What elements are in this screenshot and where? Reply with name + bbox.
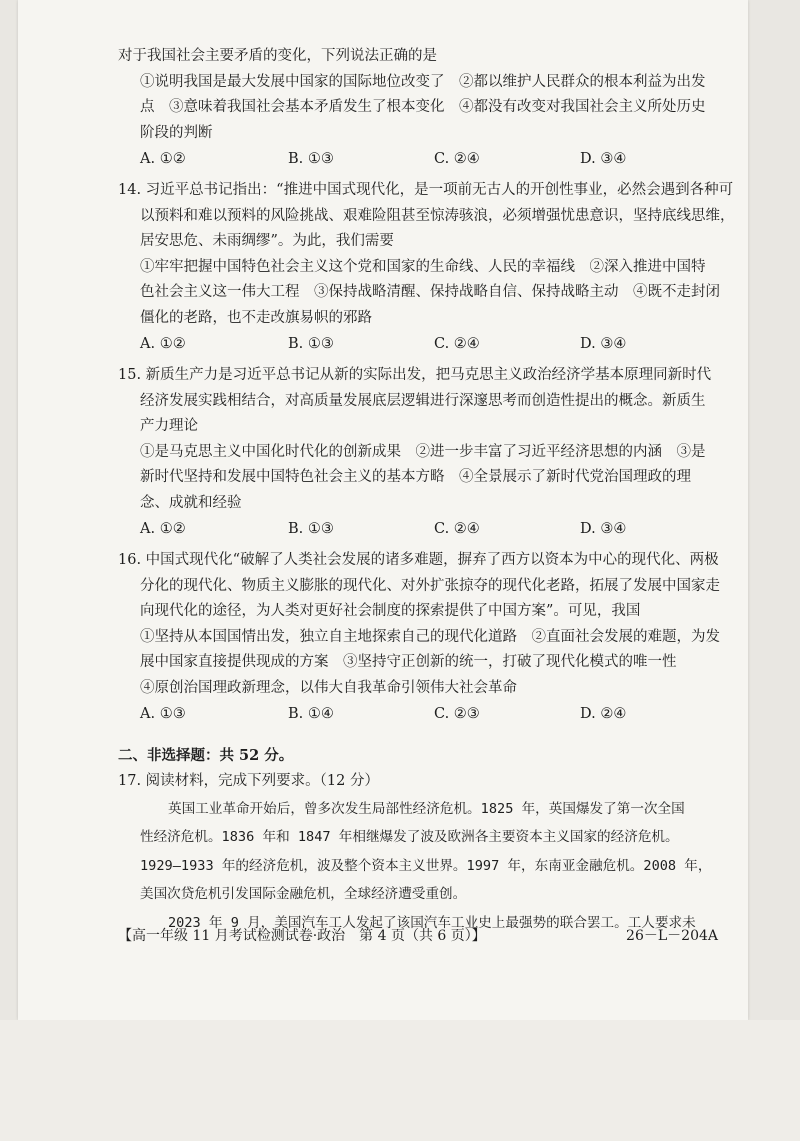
choice-d: D. ③④ (580, 521, 627, 537)
choice-d: D. ③④ (580, 151, 627, 167)
choice-c: C. ②④ (434, 336, 480, 352)
option-line: ①牢牢把握中国特色社会主义这个党和国家的生命线、人民的幸福线 ②深入推进中国特 (140, 258, 706, 275)
material-line: 1929—1933 年的经济危机，波及整个资本主义世界。1997 年，东南亚金融危机。2008 年， (140, 857, 712, 874)
choice-b: B. ①③ (288, 336, 334, 352)
page-background (0, 1020, 800, 1141)
choice-b: B. ①③ (288, 521, 334, 537)
choice-d: D. ②④ (580, 706, 627, 722)
section-heading: 二、非选择题：共 52 分。 (118, 747, 294, 764)
choice-a: A. ①② (140, 151, 186, 167)
answer-choices (118, 516, 728, 542)
material-line: 性经济危机。1836 年和 1847 年相继爆发了波及欧洲各主要资本主义国家的经济危机。 (140, 829, 679, 845)
option-line: 念、成就和经验 (140, 494, 242, 511)
question-stem: 16. 中国式现代化“破解了人类社会发展的诸多难题，摒弃了西方以资本为中心的现代化、两极 (118, 552, 719, 568)
question-stem: 14. 习近平总书记指出：“推进中国式现代化，是一项前无古人的开创性事业，必然会遇到各种可 (118, 182, 734, 198)
choice-b: B. ①④ (288, 706, 334, 722)
material-line: 2023 年 9 月，美国汽车工人发起了该国汽车工业史上最强势的联合罢工。工人要求未 (168, 914, 696, 931)
choice-a: A. ①③ (140, 706, 186, 722)
question-stem: 分化的现代化、物质主义膨胀的现代化、对外扩张掠夺的现代化老路，拓展了发展中国家走 (140, 577, 720, 594)
answer-choices (118, 331, 728, 357)
choice-c: C. ②④ (434, 521, 480, 537)
question-13 (118, 44, 728, 172)
option-line: 点 ③意味着我国社会基本矛盾发生了根本变化 ④都没有改变对我国社会主义所处历史 (140, 99, 706, 115)
question-stem: 15. 新质生产力是习近平总书记从新的实际出发，把马克思主义政治经济学基本原理同新时代 (118, 367, 712, 383)
choice-c: C. ②④ (434, 151, 480, 167)
footer-code: 26－L－204A (626, 928, 718, 944)
option-line: ④原创治国理政新理念，以伟大自我革命引领伟大社会革命 (140, 679, 517, 696)
page-footer (118, 925, 758, 945)
question-stem: 居安思危、未雨绸缪”。为此，我们需要 (140, 233, 394, 249)
answer-choices (118, 701, 728, 727)
choice-d: D. ③④ (580, 336, 627, 352)
question-17 (118, 769, 728, 937)
choice-b: B. ①③ (288, 151, 334, 167)
question-stem: 17. 阅读材料，完成下列要求。（12 分） (118, 773, 379, 789)
choice-a: A. ①② (140, 521, 186, 537)
question-16 (118, 548, 728, 727)
option-line: ①坚持从本国国情出发，独立自主地探索自己的现代化道路 ②直面社会发展的难题，为发 (140, 628, 720, 645)
footer-title: 【高一年级 11 月考试检测试卷·政治 第 4 页（共 6 页）】 (118, 928, 486, 944)
question-14 (118, 178, 735, 357)
question-stem: 以预料和难以预料的风险挑战、艰难险阻甚至惊涛骇浪，必须增强忧患意识，坚持底线思维， (140, 207, 735, 224)
option-line: 展中国家直接提供现成的方案 ③坚持守正创新的统一，打破了现代化模式的唯一性 (140, 654, 677, 670)
material-line: 英国工业革命开始后，曾多次发生局部性经济危机。1825 年，英国爆发了第一次全国 (168, 800, 685, 817)
choice-a: A. ①② (140, 336, 186, 352)
option-line: 僵化的老路，也不走改旗易帜的邪路 (140, 309, 372, 326)
question-stem: 产力理论 (140, 418, 198, 434)
question-stem: 向现代化的途径，为人类对更好社会制度的探索提供了中国方案”。可见，我国 (140, 603, 641, 619)
question-stem: 经济发展实践相结合，对高质量发展底层逻辑进行深邃思考而创造性提出的概念。新质生 (140, 392, 706, 409)
question-15 (118, 363, 728, 542)
material-line: 美国次贷危机引发国际金融危机，全球经济遭受重创。 (140, 886, 467, 902)
option-line: 新时代坚持和发展中国特色社会主义的基本方略 ④全景展示了新时代党治国理政的理 (140, 469, 691, 485)
choice-c: C. ②③ (434, 706, 480, 722)
option-line: 色社会主义这一伟大工程 ③保持战略清醒、保持战略自信、保持战略主动 ④既不走封闭 (140, 284, 720, 300)
exam-content (118, 44, 735, 937)
option-line: ①是马克思主义中国化时代化的创新成果 ②进一步丰富了习近平经济思想的内涵 ③是 (140, 443, 706, 460)
option-line: ①说明我国是最大发展中国家的国际地位改变了 ②都以维护人民群众的根本利益为出发 (140, 73, 706, 90)
question-stem: 对于我国社会主要矛盾的变化，下列说法正确的是 (118, 48, 437, 64)
answer-choices (118, 146, 728, 172)
option-line: 阶段的判断 (140, 124, 213, 141)
